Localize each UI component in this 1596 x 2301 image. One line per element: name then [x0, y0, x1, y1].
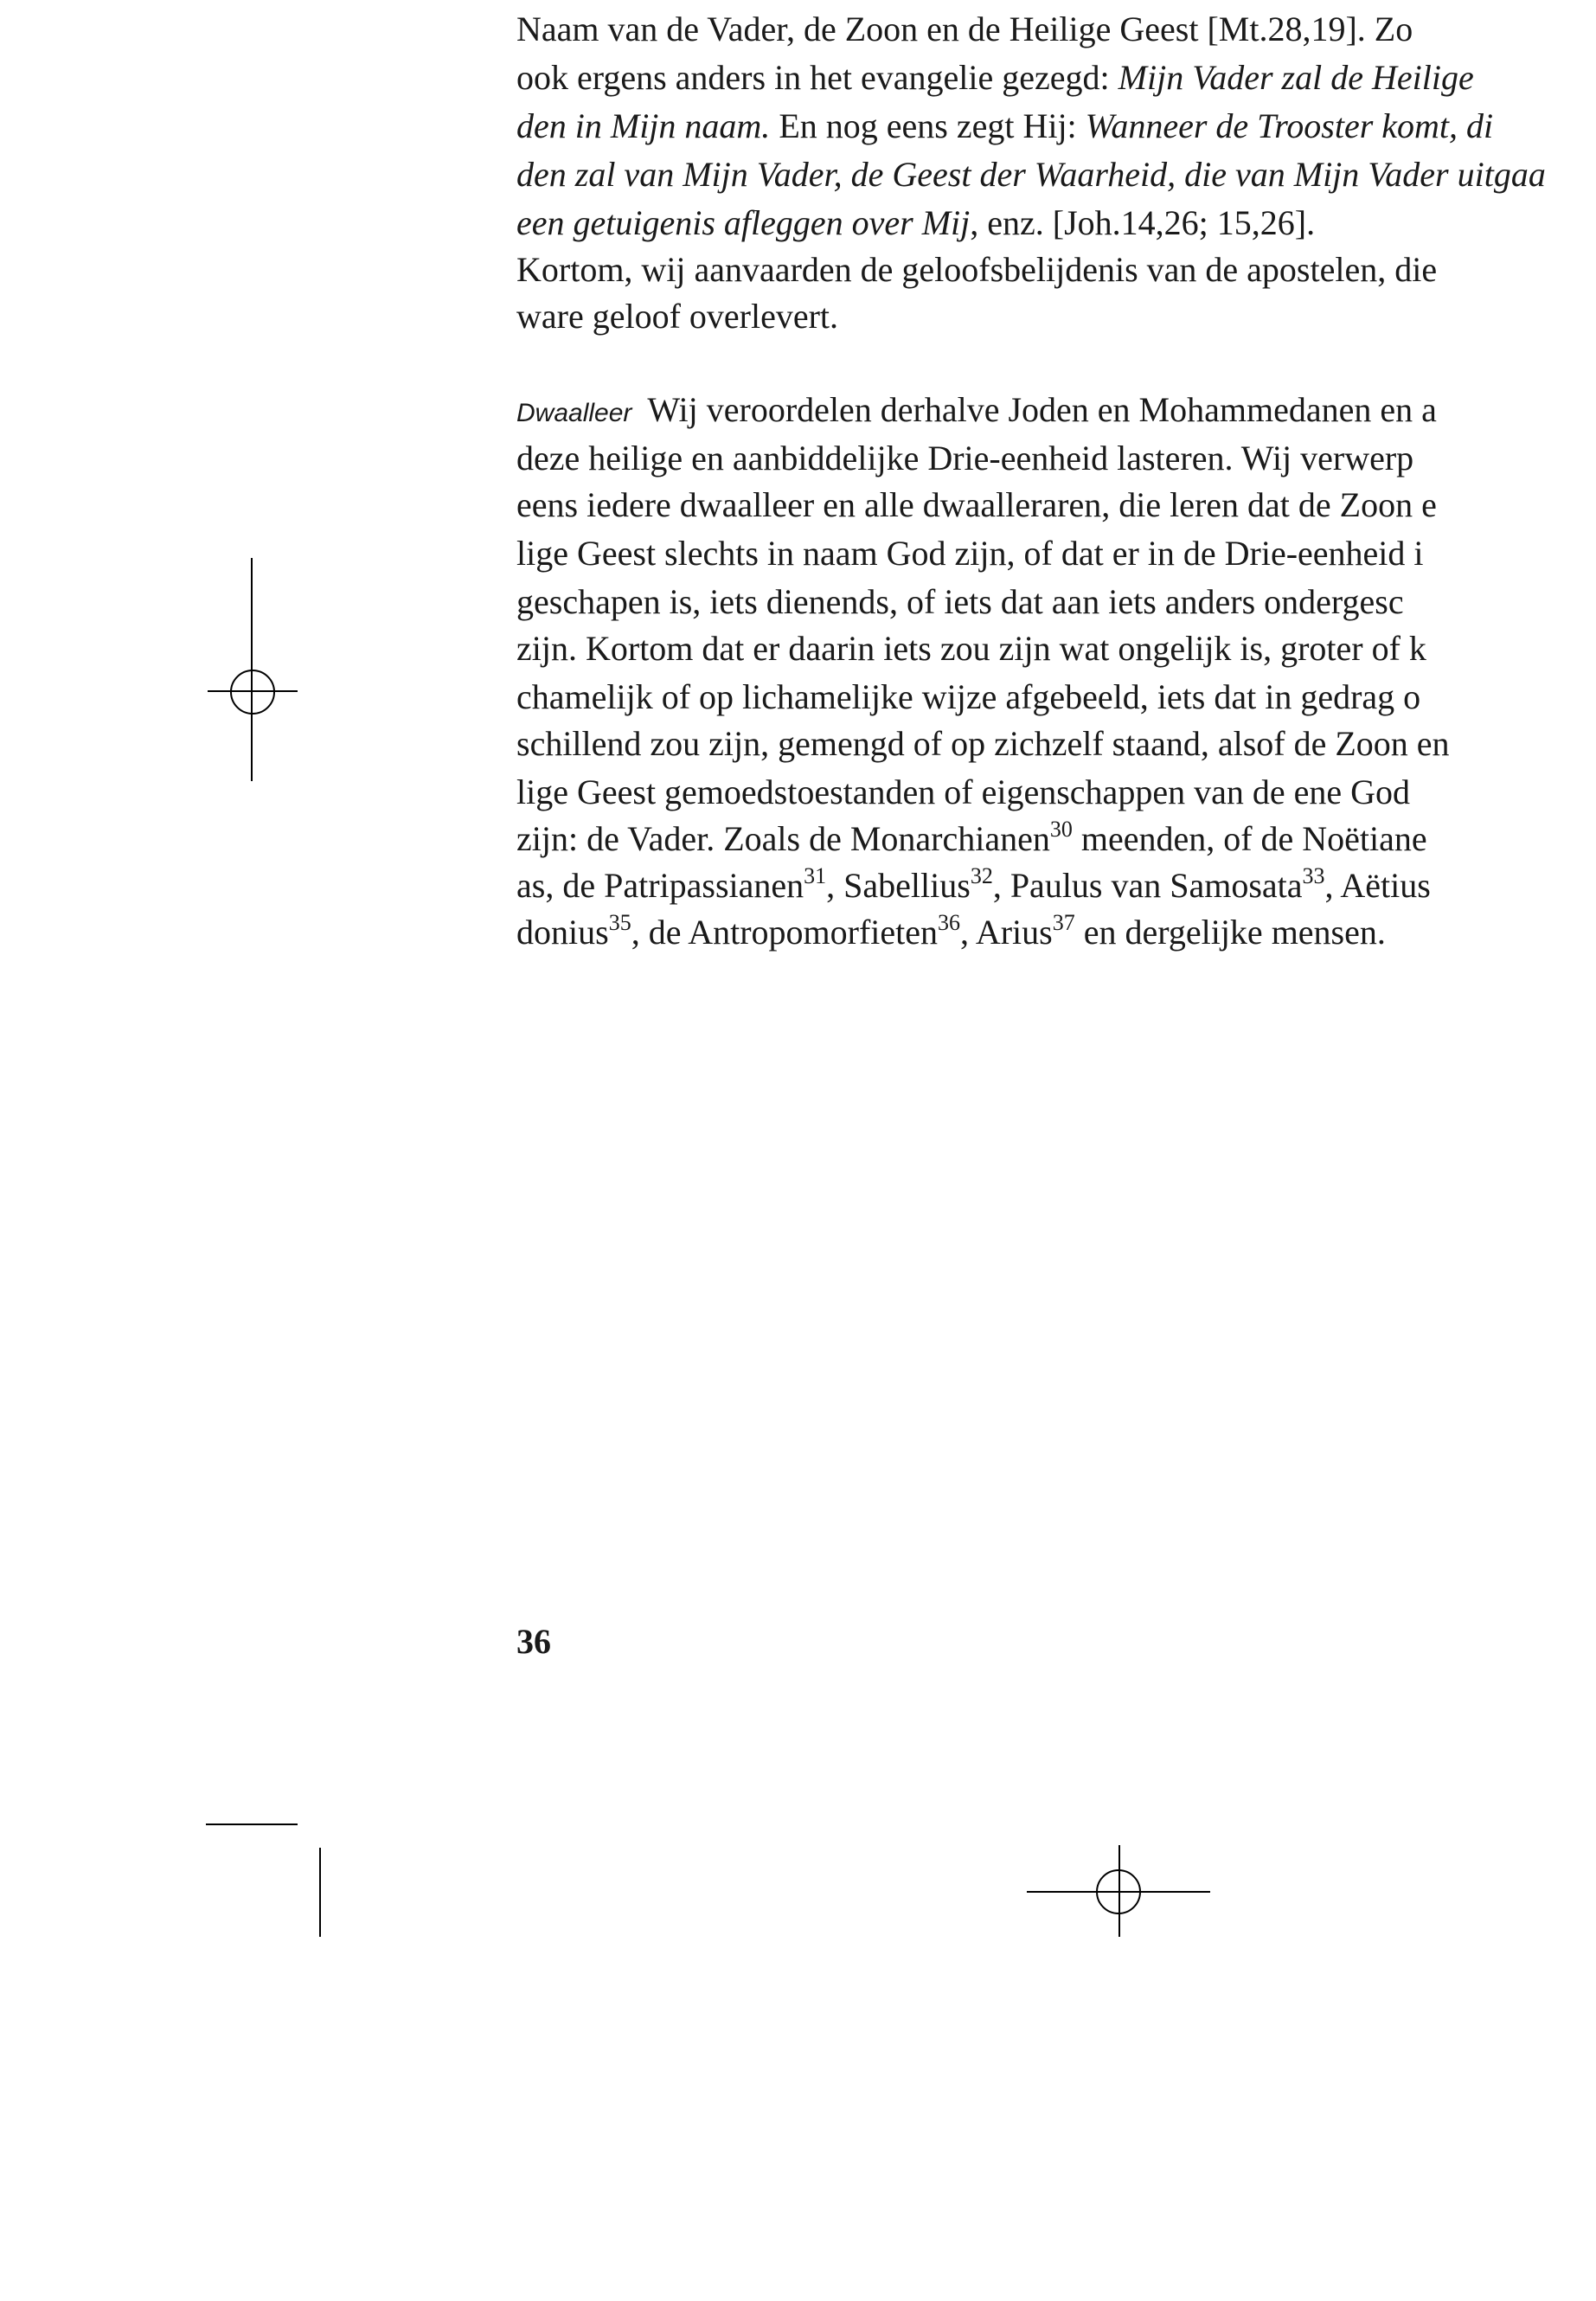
text-line: [516, 197, 1315, 249]
text-line: [516, 860, 1431, 912]
text-run: en dergelijke mensen.: [1074, 913, 1386, 952]
registration-circle-icon: [1096, 1869, 1141, 1914]
footnote-marker: 37: [1052, 909, 1075, 935]
text-run: deze heilige en aanbiddelijke Drie-eenheid lasteren. Wij verwerp: [516, 439, 1414, 478]
page-number: 36: [516, 1622, 551, 1661]
scripture-quote: Mijn Vader zal de Heilige: [1118, 58, 1474, 97]
text-run: geschapen is, iets dienends, of iets dat aan iets anders ondergesc: [516, 582, 1404, 621]
margin-label: Dwaalleer: [516, 399, 632, 427]
text-run: , Paulus van Samosata: [992, 866, 1303, 905]
text-run: , Aëtius: [1324, 866, 1431, 905]
text-run: , de Antropomorfieten: [631, 913, 939, 952]
text-run: chamelijk of op lichamelijke wijze afgebeeld, iets dat in gedrag o: [516, 677, 1421, 716]
text-run: ook ergens anders in het evangelie gezegd:: [516, 58, 1118, 97]
text-run: donius: [516, 913, 609, 952]
text-line: [516, 244, 1437, 296]
text-run: Naam van de Vader, de Zoon en de Heilige Geest [Mt.28,19]. Zo: [516, 10, 1413, 48]
text-line: [516, 291, 838, 343]
footnote-marker: 33: [1302, 862, 1325, 888]
text-line: [516, 576, 1404, 628]
text-line: [516, 479, 1437, 531]
text-run: , Sabellius: [826, 866, 971, 905]
text-line: [516, 718, 1450, 770]
text-line: [516, 766, 1410, 818]
text-line: [516, 3, 1413, 55]
text-run: , enz. [Joh.14,26; 15,26].: [970, 203, 1316, 242]
scripture-quote: den in Mijn naam.: [516, 106, 771, 145]
text-line: [516, 623, 1426, 675]
text-run: ware geloof overlevert.: [516, 297, 839, 336]
text-run: eens iedere dwaalleer en alle dwaalleraren, die leren dat de Zoon e: [516, 485, 1437, 524]
text-run: zijn: de Vader. Zoals de Monarchianen: [516, 819, 1050, 858]
text-run: En nog eens zegt Hij:: [770, 106, 1086, 145]
text-line: [516, 52, 1474, 104]
footnote-marker: 35: [608, 909, 631, 935]
footnote-marker: 30: [1049, 816, 1073, 842]
text-run: lige Geest gemoedstoestanden of eigenschappen van de ene God: [516, 772, 1410, 811]
scripture-quote: Wanneer de Trooster komt, di: [1085, 106, 1494, 145]
text-run: lige Geest slechts in naam God zijn, of dat er in de Drie-eenheid i: [516, 534, 1424, 573]
text-line: [516, 671, 1420, 723]
text-line: [516, 384, 1437, 436]
text-line: [516, 907, 1386, 958]
text-line: [516, 149, 1546, 201]
crop-mark-vertical: [319, 1848, 321, 1937]
registration-circle-icon: [230, 670, 275, 715]
text-line: [516, 433, 1413, 484]
footnote-marker: 32: [970, 862, 993, 888]
text-run: Wij veroordelen derhalve Joden en Mohammedanen en a: [647, 390, 1437, 429]
text-line: [516, 100, 1493, 152]
text-run: Kortom, wij aanvaarden de geloofsbelijdenis van de apostelen, die: [516, 250, 1438, 289]
text-run: meenden, of de Noëtiane: [1072, 819, 1427, 858]
footnote-marker: 31: [804, 862, 827, 888]
scripture-quote: een getuigenis afleggen over Mij: [516, 203, 971, 242]
text-run: zijn. Kortom dat er daarin iets zou zijn wat ongelijk is, groter of k: [516, 629, 1426, 668]
text-line: [516, 813, 1427, 865]
text-run: , Arius: [960, 913, 1053, 952]
footnote-marker: 36: [938, 909, 961, 935]
scripture-quote: den zal van Mijn Vader, de Geest der Waarheid, die van Mijn Vader uitgaa: [516, 155, 1546, 194]
text-run: as, de Patripassianen: [516, 866, 804, 905]
text-run: schillend zou zijn, gemengd of op zichzelf staand, alsof de Zoon en: [516, 724, 1450, 763]
text-line: [516, 528, 1424, 580]
crop-mark-horizontal: [206, 1823, 298, 1825]
